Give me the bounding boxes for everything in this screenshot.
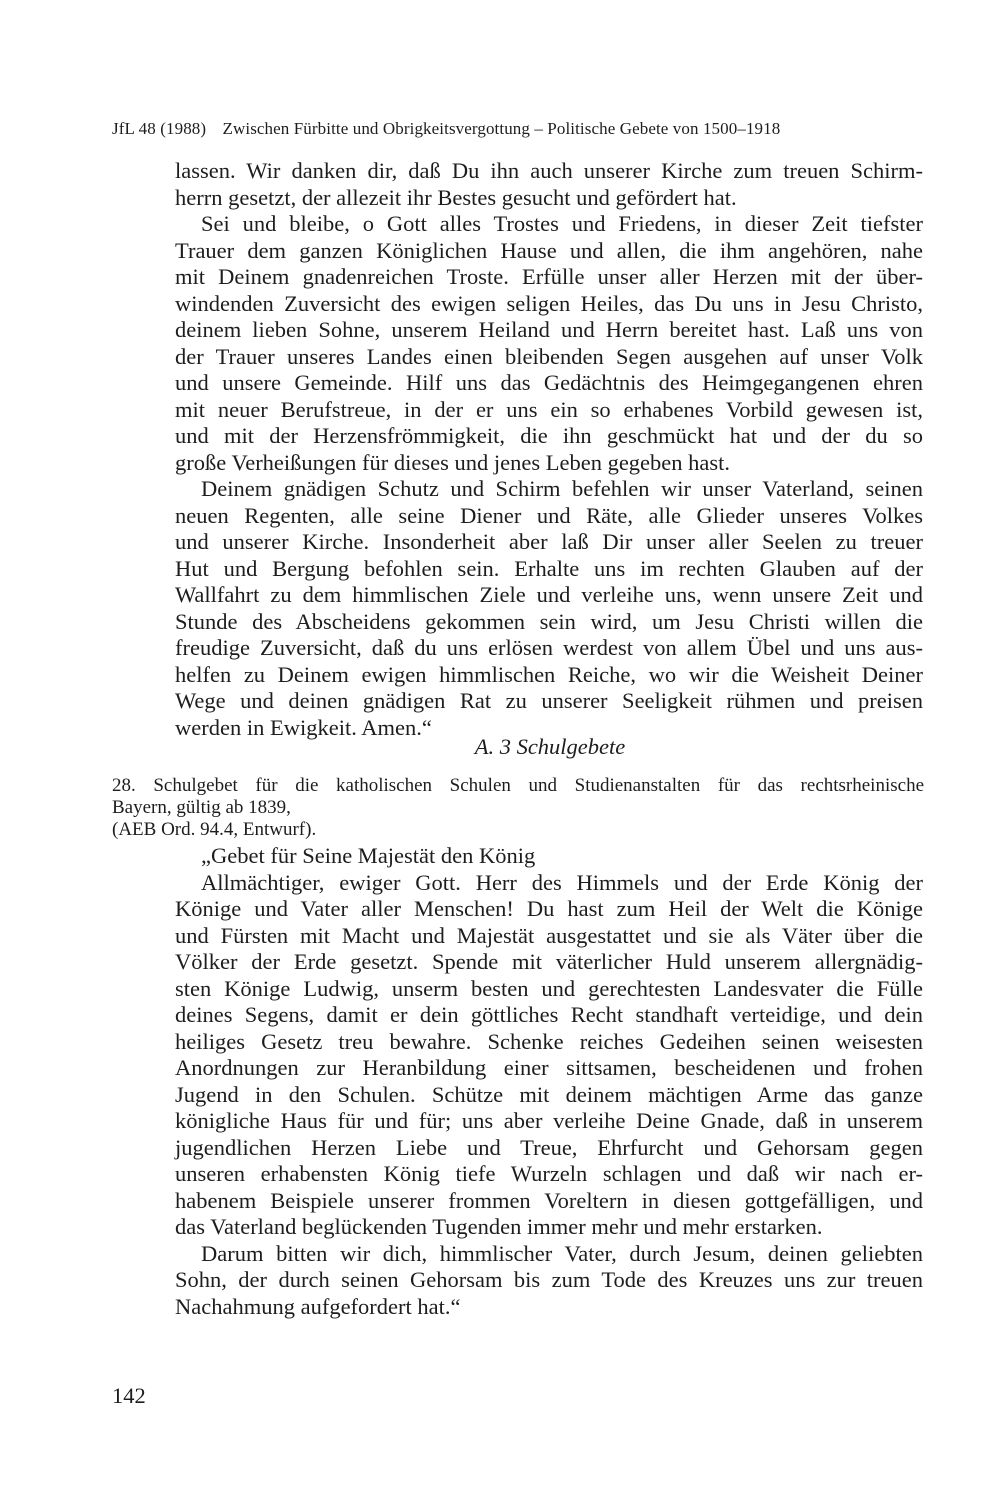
text-line: große Verheißungen für dieses und jenes Leben gegeben hast.: [175, 449, 731, 475]
running-head: [112, 118, 924, 140]
prayer-line: sten Könige Ludwig, unserm besten und gerechtesten Landesvater die Fülle: [175, 975, 923, 1001]
text-line: freudige Zuversicht, daß du uns erlösen werdest von allem Übel und uns aus-: [175, 635, 923, 660]
prayer-line: jugendlichen Herzen Liebe und Treue, Ehrfurcht und Gehorsam gegen: [175, 1134, 923, 1160]
running-title: Zwischen Fürbitte und Obrigkeitsvergottung – Politische Gebete von 1500–1918: [222, 119, 781, 138]
section-heading: A. 3 Schulgebete: [474, 734, 626, 759]
text-line: Wallfahrt zu dem himmlischen Ziele und verleihe uns, wenn unsere Zeit und: [175, 582, 923, 607]
prayer-line: königliche Haus für und für; uns aber verleihe Deine Gnade, daß in unserem: [175, 1108, 923, 1133]
prayer-line: Allmächtiger, ewiger Gott. Herr des Himmels und der Erde König der: [201, 869, 923, 895]
text-line: der Trauer unseres Landes einen bleibenden Segen ausgehen auf unser Volk: [175, 343, 923, 369]
text-line: mit Deinem gnadenreichen Troste. Erfülle unser aller Herzen mit der über-: [175, 264, 923, 289]
prayer-line: „Gebet für Seine Majestät den König: [201, 843, 536, 868]
prayer-line: Darum bitten wir dich, himmlischer Vater, durch Jesum, deinen geliebten: [201, 1240, 923, 1266]
prayer-line: heiliges Gesetz treu bewahre. Schenke reiches Gedeihen seinen weisesten: [175, 1028, 923, 1054]
entry-citation: [112, 775, 924, 841]
prayer-line: Könige und Vater aller Menschen! Du hast zum Heil der Welt die Könige: [175, 896, 923, 921]
prayer-line: Anordnungen zur Heranbildung einer sittsamen, bescheidenen und frohen: [175, 1055, 923, 1080]
text-line: mit neuer Berufstreue, in der er uns ein so erhabenes Vorbild gewesen ist,: [175, 396, 923, 422]
entry-line: Bayern, gültig ab 1839,: [112, 797, 291, 818]
text-line: Hut und Bergung befohlen sein. Erhalte uns im rechten Glauben auf der: [175, 555, 923, 581]
text-line: Stunde des Abscheidens gekommen sein wird, um Jesu Christi willen die: [175, 608, 923, 634]
text-line: herrn gesetzt, der allezeit ihr Bestes gesucht und gefördert hat.: [175, 184, 737, 210]
text-line: helfen zu Deinem ewigen himmlischen Reiche, wo wir die Weisheit Deiner: [175, 661, 923, 687]
journal-reference: JfL 48 (1988): [112, 119, 207, 138]
prayer-line: Sohn, der durch seinen Gehorsam bis zum Tode des Kreuzes uns zur treuen: [175, 1267, 923, 1292]
text-line: deinem lieben Sohne, unserem Heiland und Herrn bereitet hast. Laß uns von: [175, 317, 923, 342]
text-line: und unserer Kirche. Insonderheit aber laß Dir unser aller Seelen zu treuer: [175, 529, 923, 554]
text-line: Wege und deinen gnädigen Rat zu unserer Seeligkeit rühmen und preisen: [175, 688, 923, 713]
entry-line: 28. Schulgebet für die katholischen Schulen und Studienanstalten für das rechtsrheinische: [112, 775, 924, 796]
text-line: werden in Ewigkeit. Amen.“: [175, 714, 432, 740]
prayer-line: Jugend in den Schulen. Schütze mit deinem mächtigen Arme das ganze: [175, 1081, 923, 1107]
prayer-line: Völker der Erde gesetzt. Spende mit väterlicher Huld unserem allergnädig-: [175, 949, 923, 974]
text-line: windenden Zuversicht des ewigen seligen Heiles, das Du uns in Jesu Christo,: [175, 290, 923, 316]
prayer-line: habenem Beispiele unserer frommen Voreltern in diesen gottgefälligen, und: [175, 1187, 923, 1213]
entry-line: (AEB Ord. 94.4, Entwurf).: [112, 819, 317, 840]
text-line: und mit der Herzensfrömmigkeit, die ihn geschmückt hat und der du so: [175, 423, 923, 448]
text-line: neuen Regenten, alle seine Diener und Räte, alle Glieder unseres Volkes: [175, 502, 923, 528]
text-line: lassen. Wir danken dir, daß Du ihn auch unserer Kirche zum treuen Schirm-: [175, 158, 923, 183]
prayer-line: und Fürsten mit Macht und Majestät ausgestattet und sie als Väter über die: [175, 922, 923, 948]
page-number: 142: [112, 1383, 146, 1408]
prayer-line: Nachahmung aufgefordert hat.“: [175, 1293, 461, 1319]
prayer-line: deines Segens, damit er dein göttliches Recht standhaft verteidige, und dein: [175, 1002, 923, 1027]
prayer-line: unseren erhabensten König tiefe Wurzeln schlagen und daß wir nach er-: [175, 1161, 923, 1186]
text-line: Trauer dem ganzen Königlichen Hause und allen, die ihm angehören, nahe: [175, 237, 923, 263]
text-line: und unsere Gemeinde. Hilf uns das Gedächtnis des Heimgegangenen ehren: [175, 370, 923, 395]
prayer-text-block: [175, 843, 923, 1320]
text-line: Deinem gnädigen Schutz und Schirm befehlen wir unser Vaterland, seinen: [201, 476, 923, 501]
main-text-block: [175, 158, 923, 741]
prayer-line: das Vaterland beglückenden Tugenden immer mehr und mehr erstarken.: [175, 1214, 823, 1239]
text-line: Sei und bleibe, o Gott alles Trostes und Friedens, in dieser Zeit tiefster: [201, 211, 923, 236]
